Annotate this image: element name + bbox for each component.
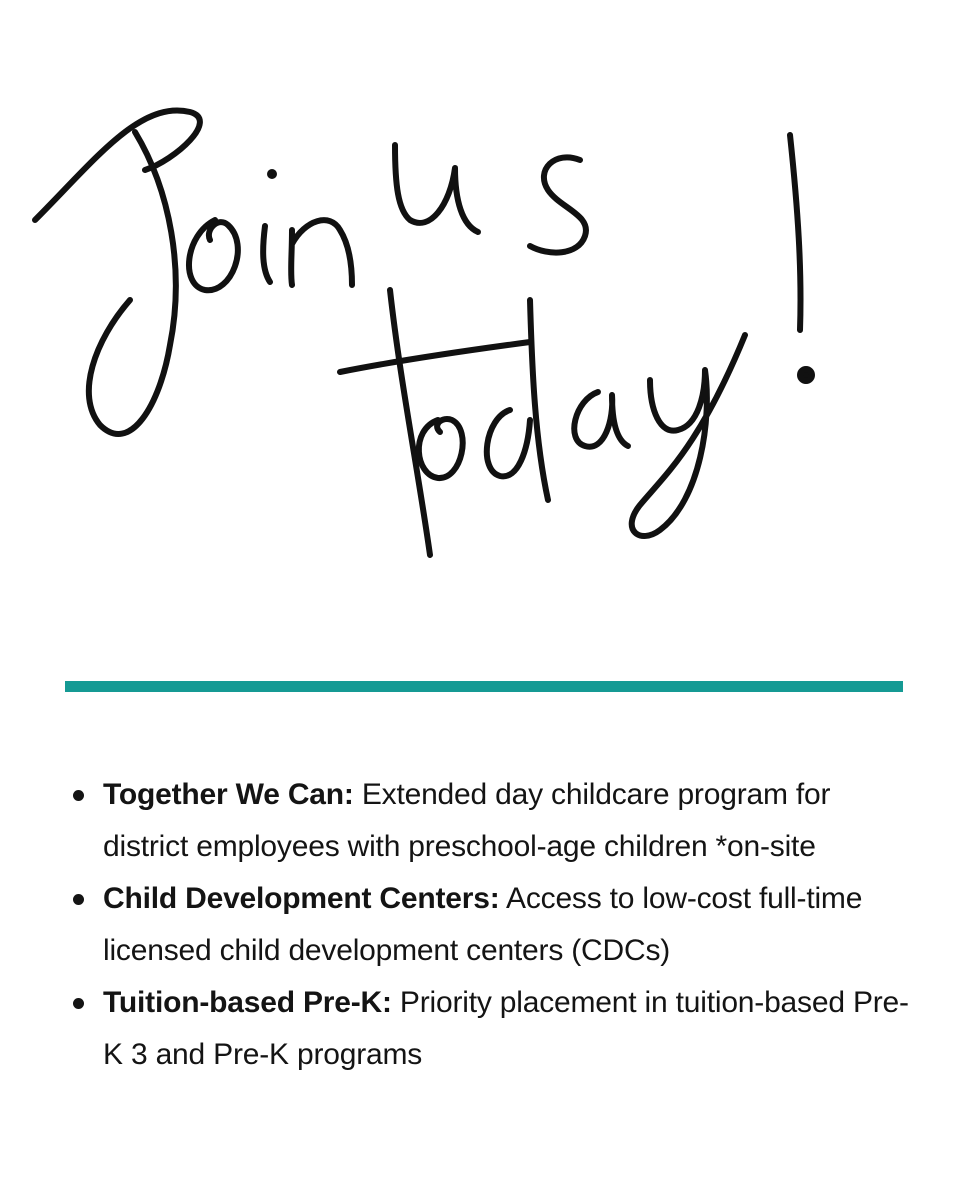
- script-letter-n: [291, 220, 352, 285]
- benefits-list: [65, 769, 915, 1081]
- benefit-title: Tuition-based Pre-K:: [103, 986, 392, 1019]
- script-exclamation-bar: [790, 135, 801, 330]
- script-letter-j: [35, 110, 200, 220]
- benefit-description: Priority placement in tuition-based Pre-K 3 and Pre-K programs: [103, 986, 909, 1071]
- section-divider: [65, 681, 903, 692]
- benefit-item-together-we-can: [65, 769, 915, 873]
- script-letter-u: [395, 145, 478, 232]
- benefit-title: Child Development Centers:: [103, 882, 500, 915]
- script-letter-j-stem: [89, 132, 176, 434]
- script-letter-i-dot: [270, 172, 274, 176]
- benefit-title: Together We Can:: [103, 778, 354, 811]
- script-letter-y: [632, 335, 745, 536]
- bullet-icon: [73, 790, 84, 801]
- script-letter-a: [574, 392, 628, 447]
- script-letter-o2: [419, 419, 463, 478]
- benefit-description: Extended day childcare program for district employees with preschool-age children *on-site: [103, 778, 831, 863]
- benefit-item-child-development-centers: [65, 873, 915, 977]
- benefit-description: Access to low-cost full-time licensed child development centers (CDCs): [103, 882, 863, 967]
- script-letter-i: [263, 226, 270, 282]
- script-letter-t-cross: [340, 342, 530, 372]
- script-letter-s: [530, 157, 586, 252]
- benefit-item-tuition-based-pre-k: [65, 977, 915, 1081]
- script-letter-d: [487, 300, 548, 500]
- script-exclamation-dot: [800, 369, 812, 381]
- script-letter-o: [189, 220, 238, 290]
- bullet-icon: [73, 894, 84, 905]
- script-letter-t-stem: [390, 290, 430, 555]
- bullet-icon: [73, 998, 84, 1009]
